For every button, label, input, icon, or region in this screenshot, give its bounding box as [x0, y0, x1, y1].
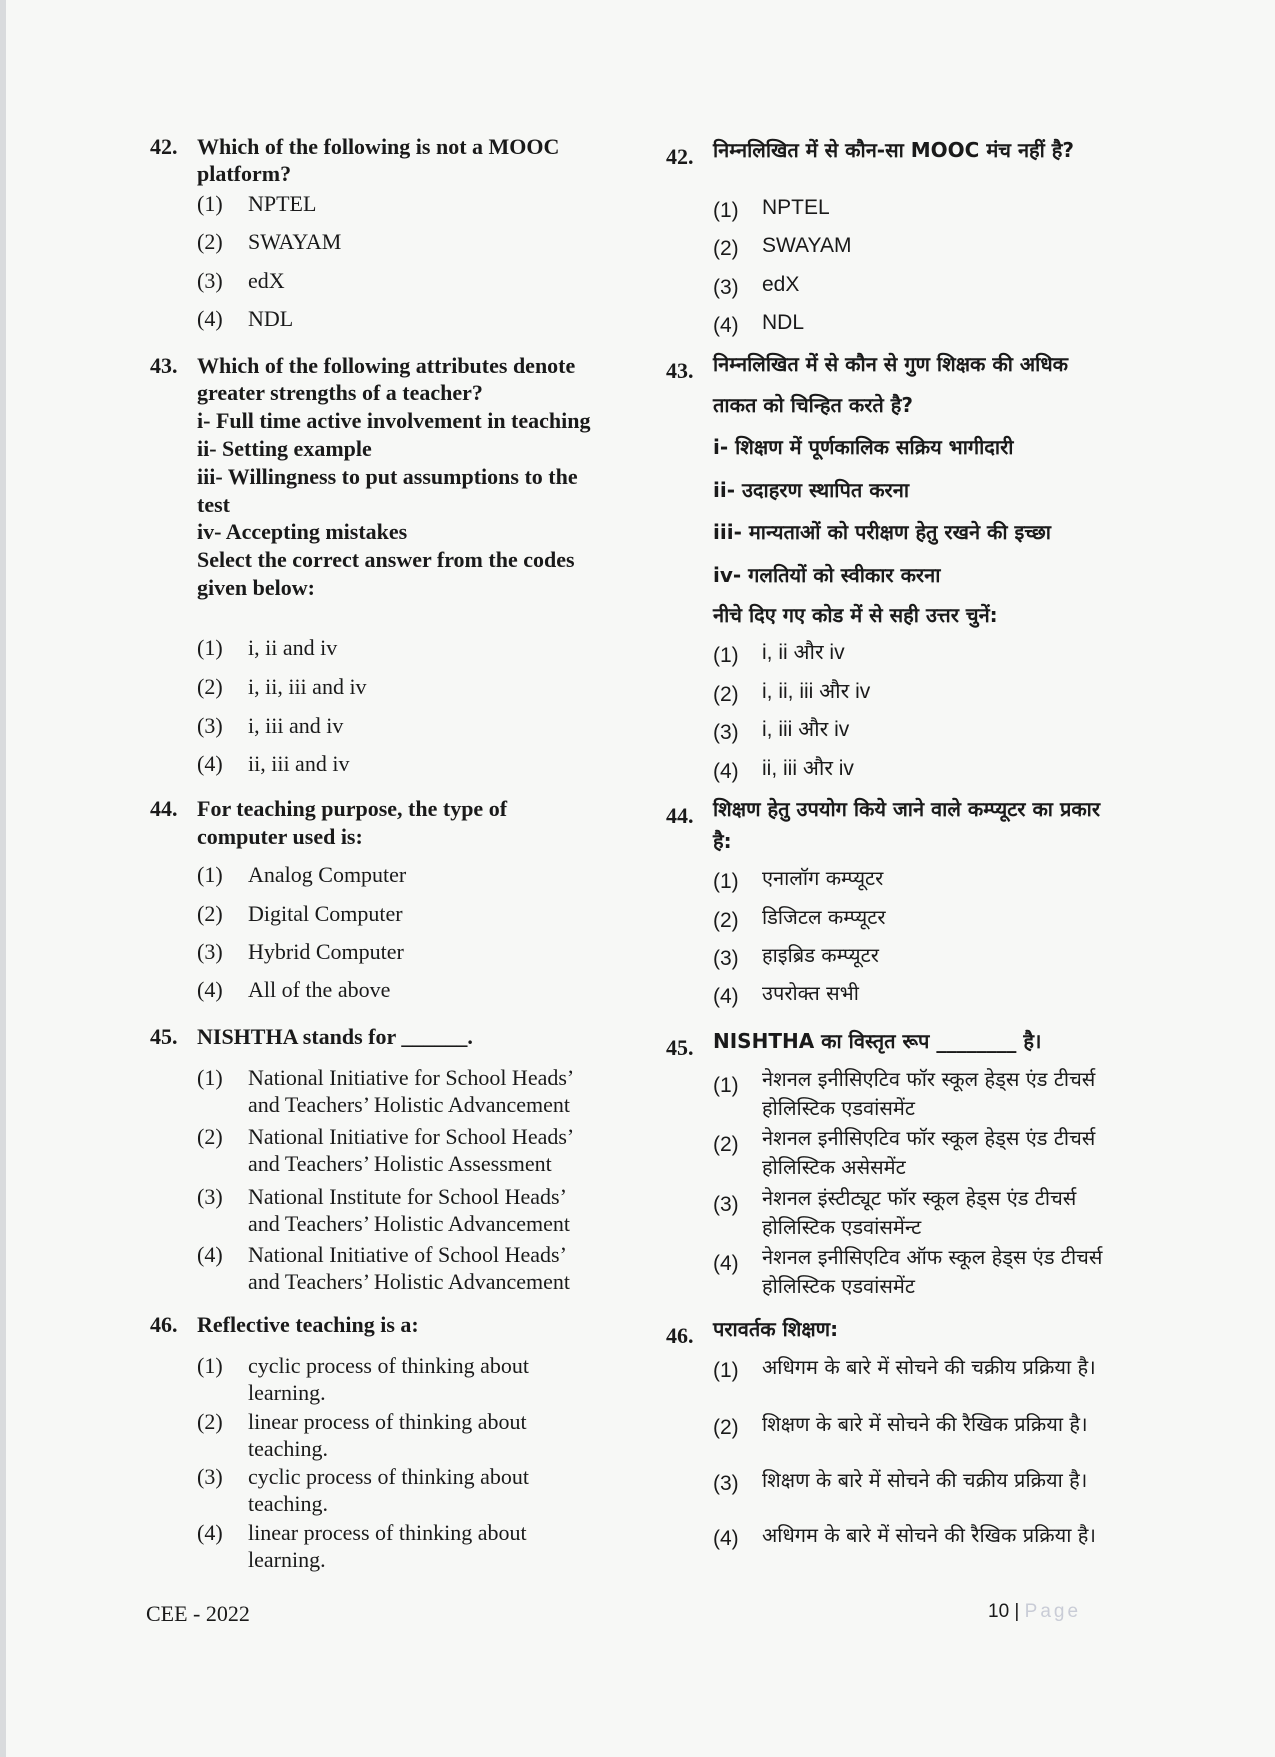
right-q45-option-3-text: नेशनल इंस्टीट्यूट फॉर स्कूल हेड्स एंड टीचर्स: [762, 1186, 1077, 1210]
left-q46-option-1-label: (1): [197, 1353, 223, 1378]
right-q45-option-2-text: होलिस्टिक असेसमेंट: [762, 1155, 906, 1179]
right-q44-option-1-text: एनालॉग कम्प्यूटर: [762, 866, 884, 890]
right-q44-option-2-label: (2): [713, 909, 739, 932]
left-q43-option-4-label: (4): [197, 751, 223, 776]
right-q45-option-1-label: (1): [713, 1074, 739, 1097]
left-q43-stem-line: iv- Accepting mistakes: [197, 519, 408, 544]
left-q43-option-2-label: (2): [197, 674, 223, 699]
left-q44-stem-line: For teaching purpose, the type of: [197, 796, 508, 821]
left-q42-option-3-label: (3): [197, 268, 223, 293]
right-q45-option-4-label: (4): [713, 1252, 739, 1275]
left-q42-option-3-text: edX: [248, 268, 285, 293]
left-q45-option-1-text: and Teachers’ Holistic Advancement: [248, 1092, 571, 1117]
right-q46-option-3-text: शिक्षण के बारे में सोचने की चक्रीय प्रक्रिया है।: [762, 1468, 1088, 1492]
right-q46-option-1-label: (1): [713, 1359, 739, 1382]
left-q42-option-4-label: (4): [197, 306, 223, 331]
left-q43-option-3-text: i, iii and iv: [248, 713, 344, 738]
left-q46-option-3-text: cyclic process of thinking about: [248, 1464, 530, 1489]
left-q46-option-2-text: linear process of thinking about: [248, 1409, 527, 1434]
left-q45-number: 45.: [150, 1024, 178, 1049]
right-q45-option-1-text: नेशनल इनीसिएटिव फॉर स्कूल हेड्स एंड टीचर्स: [762, 1067, 1096, 1091]
right-q45-option-4-text: नेशनल इनीसिएटिव ऑफ स्कूल हेड्स एंड टीचर्स: [762, 1245, 1103, 1269]
left-q43-option-4-text: ii, iii and iv: [248, 751, 350, 776]
right-q45-option-4-text: होलिस्टिक एडवांसमेंट: [762, 1274, 915, 1298]
right-q42-number: 42.: [666, 144, 694, 169]
right-q44-option-1-label: (1): [713, 870, 739, 893]
right-q43-stem-line: iv- गलतियों को स्वीकार करना: [713, 563, 941, 587]
right-q45-option-3-label: (3): [713, 1193, 739, 1216]
left-q44-option-1-text: Analog Computer: [248, 862, 407, 887]
left-q43-stem-line: ii- Setting example: [197, 436, 372, 461]
right-q46-option-3-label: (3): [713, 1472, 739, 1495]
left-q43-option-3-label: (3): [197, 713, 223, 738]
right-q43-option-2-label: (2): [713, 683, 739, 706]
right-q46-option-2-text: शिक्षण के बारे में सोचने की रैखिक प्रक्रिया है।: [762, 1412, 1088, 1436]
left-q46-option-1-text: cyclic process of thinking about: [248, 1353, 530, 1378]
left-q46-number: 46.: [150, 1312, 178, 1337]
right-q45-option-2-label: (2): [713, 1133, 739, 1156]
left-q44-stem-line: computer used is:: [197, 824, 363, 849]
left-q44-option-3-label: (3): [197, 939, 223, 964]
left-q45-option-1-label: (1): [197, 1065, 223, 1090]
page-number-value: 10 |: [988, 1601, 1020, 1622]
left-q43-stem-line: test: [197, 492, 230, 517]
right-q45-number: 45.: [666, 1035, 694, 1060]
right-q43-option-1-label: (1): [713, 644, 739, 667]
right-q45-stem-line: NISHTHA का विस्तृत रूप ________ है।: [713, 1029, 1042, 1053]
right-q46-option-1-text: अधिगम के बारे में सोचने की चक्रीय प्रक्रिया है।: [762, 1355, 1096, 1379]
left-q43-option-1-text: i, ii and iv: [248, 635, 338, 660]
right-q43-stem-line: ii- उदाहरण स्थापित करना: [713, 478, 910, 502]
right-q45-option-3-text: होलिस्टिक एडवांसमेंन्ट: [762, 1215, 922, 1239]
right-q42-option-2-label: (2): [713, 237, 739, 260]
right-q43-option-3-text: i, iii और iv: [762, 718, 850, 741]
left-q45-option-4-label: (4): [197, 1242, 223, 1267]
right-q46-option-4-text: अधिगम के बारे में सोचने की रैखिक प्रक्रिया है।: [762, 1523, 1096, 1547]
left-q44-option-1-label: (1): [197, 862, 223, 887]
left-q42-stem-line: Which of the following is not a MOOC: [197, 134, 560, 159]
right-q43-stem-line: निम्नलिखित में से कौन से गुण शिक्षक की अधिक: [713, 352, 1069, 376]
right-q42-option-4-text: NDL: [762, 311, 805, 334]
right-q43-number: 43.: [666, 358, 694, 383]
left-q42-option-1-text: NPTEL: [248, 191, 317, 216]
left-q43-stem-line: greater strengths of a teacher?: [197, 380, 483, 405]
left-q45-option-1-text: National Initiative for School Heads’: [248, 1065, 575, 1090]
left-q43-stem-line: i- Full time active involvement in teaching: [197, 408, 591, 433]
right-q44-option-4-label: (4): [713, 985, 739, 1008]
right-q43-stem-line: iii- मान्यताओं को परीक्षण हेतु रखने की इच्छा: [713, 520, 1051, 544]
right-q43-option-1-text: i, ii और iv: [762, 641, 845, 664]
left-q45-option-4-text: National Initiative of School Heads’: [248, 1242, 567, 1267]
left-q46-option-4-text: linear process of thinking about: [248, 1520, 527, 1545]
left-q43-option-2-text: i, ii, iii and iv: [248, 674, 367, 699]
right-q44-stem-line: शिक्षण हेतु उपयोग किये जाने वाले कम्प्यूटर का प्रकार: [713, 797, 1101, 821]
right-q42-option-1-label: (1): [713, 199, 739, 222]
left-q45-option-3-label: (3): [197, 1184, 223, 1209]
right-q46-number: 46.: [666, 1323, 694, 1348]
left-q44-option-2-text: Digital Computer: [248, 901, 403, 926]
left-q42-option-2-label: (2): [197, 229, 223, 254]
right-q44-option-3-label: (3): [713, 947, 739, 970]
left-q43-option-1-label: (1): [197, 635, 223, 660]
left-q45-option-2-text: and Teachers’ Holistic Assessment: [248, 1151, 552, 1176]
left-q46-option-3-text: teaching.: [248, 1491, 329, 1516]
left-q43-stem-line: Which of the following attributes denote: [197, 353, 576, 378]
right-q43-option-2-text: i, ii, iii और iv: [762, 680, 871, 703]
right-q44-number: 44.: [666, 803, 694, 828]
left-q46-option-4-text: learning.: [248, 1547, 326, 1572]
left-q45-option-4-text: and Teachers’ Holistic Advancement: [248, 1269, 571, 1294]
left-q45-option-2-text: National Initiative for School Heads’: [248, 1124, 575, 1149]
page-number: [988, 1602, 1081, 1621]
right-q43-option-4-text: ii, iii और iv: [762, 757, 854, 780]
exam-label: CEE - 2022: [146, 1601, 250, 1626]
left-q43-number: 43.: [150, 353, 178, 378]
page-word: Page: [1024, 1601, 1082, 1622]
left-q46-option-3-label: (3): [197, 1464, 223, 1489]
right-q42-stem-line: निम्नलिखित में से कौन-सा MOOC मंच नहीं है?: [713, 138, 1075, 162]
right-q44-stem-line: है:: [713, 829, 732, 853]
left-q46-stem-line: Reflective teaching is a:: [197, 1312, 419, 1337]
right-q42-option-3-label: (3): [713, 276, 739, 299]
right-q46-option-4-label: (4): [713, 1527, 739, 1550]
right-q44-option-4-text: उपरोक्त सभी: [762, 981, 859, 1005]
right-q43-option-4-label: (4): [713, 760, 739, 783]
left-q45-option-3-text: and Teachers’ Holistic Advancement: [248, 1211, 571, 1236]
left-q46-option-1-text: learning.: [248, 1380, 326, 1405]
left-q46-option-2-text: teaching.: [248, 1436, 329, 1461]
left-q42-option-1-label: (1): [197, 191, 223, 216]
right-q43-stem-line: नीचे दिए गए कोड में से सही उत्तर चुनें:: [713, 603, 998, 627]
scan-edge: [0, 0, 6, 1757]
right-q42-option-2-text: SWAYAM: [762, 234, 852, 257]
left-q43-stem-line: given below:: [197, 575, 315, 600]
right-q43-stem-line: ताकत को चिन्हित करते है?: [713, 393, 913, 417]
right-q46-stem-line: परावर्तक शिक्षण:: [713, 1317, 839, 1341]
left-q44-option-3-text: Hybrid Computer: [248, 939, 404, 964]
right-q44-option-2-text: डिजिटल कम्प्यूटर: [762, 905, 886, 929]
left-q44-option-4-label: (4): [197, 977, 223, 1002]
left-q45-stem-line: NISHTHA stands for ______.: [197, 1024, 473, 1049]
right-q43-option-3-label: (3): [713, 721, 739, 744]
left-q45-option-2-label: (2): [197, 1124, 223, 1149]
left-q46-option-4-label: (4): [197, 1520, 223, 1545]
left-q44-option-4-text: All of the above: [248, 977, 391, 1002]
right-q42-option-1-text: NPTEL: [762, 196, 830, 219]
left-q43-stem-line: Select the correct answer from the codes: [197, 547, 575, 572]
right-q43-stem-line: i- शिक्षण में पूर्णकालिक सक्रिय भागीदारी: [713, 435, 1014, 459]
left-q45-option-3-text: National Institute for School Heads’: [248, 1184, 567, 1209]
right-q42-option-3-text: edX: [762, 273, 800, 296]
left-q42-number: 42.: [150, 134, 178, 159]
left-q44-number: 44.: [150, 796, 178, 821]
left-q42-stem-line: platform?: [197, 161, 292, 186]
right-q45-option-1-text: होलिस्टिक एडवांसमेंट: [762, 1096, 915, 1120]
left-q42-option-2-text: SWAYAM: [248, 229, 342, 254]
right-q44-option-3-text: हाइब्रिड कम्प्यूटर: [762, 943, 879, 967]
right-q45-option-2-text: नेशनल इनीसिएटिव फॉर स्कूल हेड्स एंड टीचर्स: [762, 1126, 1096, 1150]
right-q42-option-4-label: (4): [713, 314, 739, 337]
left-q42-option-4-text: NDL: [248, 306, 294, 331]
left-q43-stem-line: iii- Willingness to put assumptions to the: [197, 464, 578, 489]
right-q46-option-2-label: (2): [713, 1416, 739, 1439]
left-q46-option-2-label: (2): [197, 1409, 223, 1434]
left-q44-option-2-label: (2): [197, 901, 223, 926]
